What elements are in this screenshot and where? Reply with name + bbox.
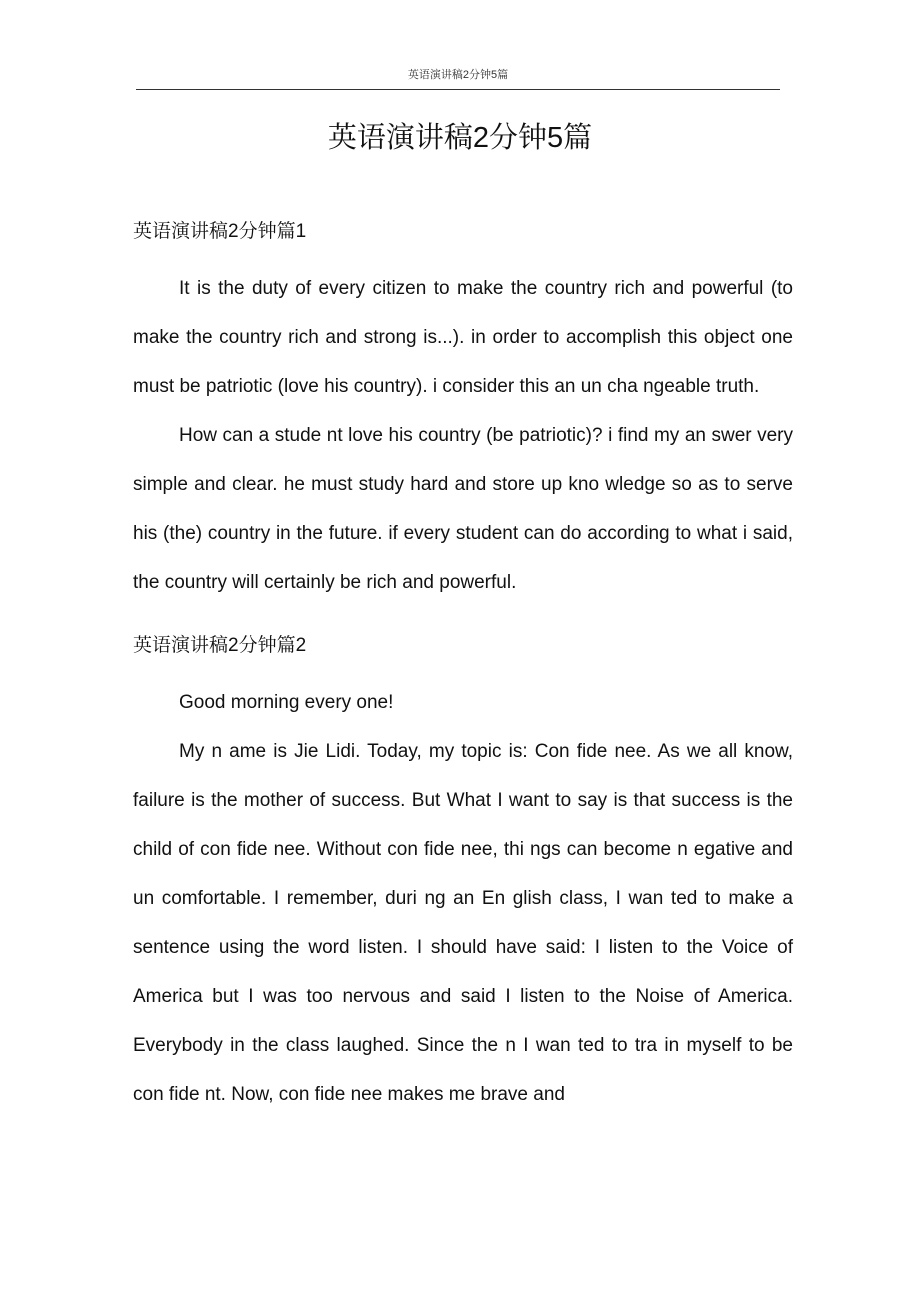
header-divider bbox=[136, 89, 780, 90]
section-heading: 英语演讲稿2分钟篇1 bbox=[133, 221, 307, 242]
paragraph: It is the duty of every citizen to make the country rich and powerful (to make the country rich and strong is...). in order to accomplish this object one must be patriotic (love his country). i consider this an un cha ngeable truth. bbox=[133, 278, 793, 397]
document-body bbox=[133, 215, 793, 1141]
paragraph: Good morning every one! bbox=[179, 692, 394, 713]
running-header: 英语演讲稿2分钟5篇 bbox=[407, 69, 509, 81]
paragraph: My n ame is Jie Lidi. Today, my topic is: Con fide nee. As we all know, failure is the mother of success. But What I want to say is that success is the child of con fide nee. Without con fide nee, thi ngs can become n egative and un comfortable. I remember, duri ng an En glish class, I wan ted to make a sentence using the word listen. I should have said: I listen to the Voice of America but I was too nervous and said I listen to the Noise of America. Everybody in the class laughed. Since the n I wan ted to tra in myself to be con fide nt. Now, con fide nee makes me brave and bbox=[133, 741, 793, 1105]
section-1 bbox=[133, 215, 793, 607]
paragraph: How can a stude nt love his country (be patriotic)? i find my an swer very simple and clear. he must study hard and store up kno wledge so as to serve his (the) country in the future. if every student can do according to what i said, the country will certainly be rich and powerful. bbox=[133, 425, 793, 593]
document-title: 英语演讲稿2分钟5篇 bbox=[327, 122, 593, 154]
section-2 bbox=[133, 629, 793, 1119]
section-heading: 英语演讲稿2分钟篇2 bbox=[133, 635, 307, 656]
